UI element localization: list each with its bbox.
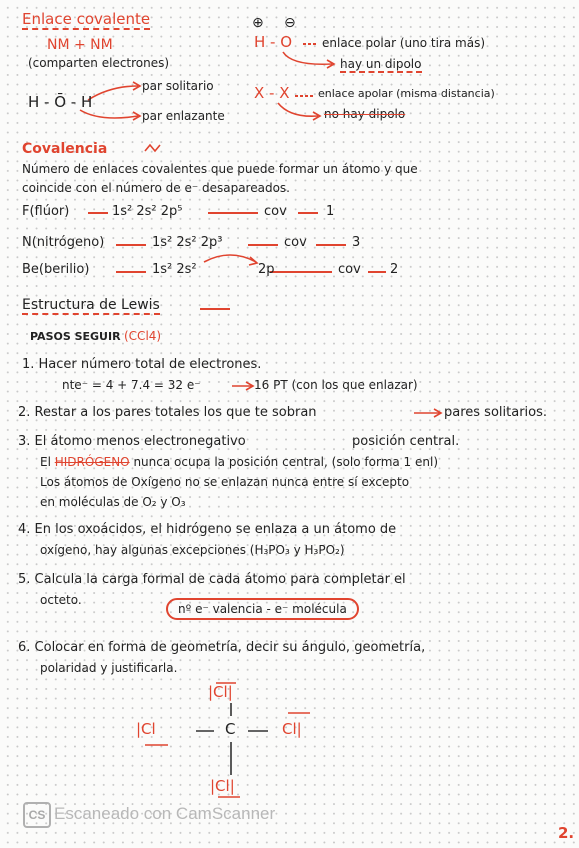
arrow-dipolo [283,52,332,64]
camscanner-watermark: Escaneado con CamScanner [54,804,276,823]
section-title-estructura-lewis: Estructura de Lewis [22,297,160,313]
arrow-no-dipolo [278,103,318,116]
arrow-par-enlazante [80,110,138,118]
step-6-line2: polaridad y justificarla. [40,661,178,675]
carga-formal-formula: nº e⁻ valencia - e⁻ molécula [166,598,359,620]
cov-value-fluor: 1 [326,204,335,219]
section-title-covalencia: Covalencia [22,141,108,157]
step-1: 1. Hacer número total de electrones. [22,357,262,372]
config-berilio: 1s² 2s² [152,262,197,277]
h-o-bond: H - O [254,33,293,51]
minus-charge-icon: ⊖ [284,15,296,31]
x-x-bond: X - X [254,84,290,102]
enlace-apolar-label: enlace apolar (misma distancia) [318,87,495,100]
plus-charge-icon: ⊕ [252,15,264,31]
step-3-line1: 3. El átomo menos electronegativo [18,434,246,449]
step-1-result: 16 PT (con los que enlazar) [254,378,418,392]
comparten-electrones: (comparten electrones) [28,56,170,70]
cov-value-nitrogeno: 3 [352,235,361,250]
covalencia-definition-line2: coincide con el número de e⁻ desapareados. [22,181,290,195]
hay-dipolo-label: hay un dipolo [340,57,422,71]
step-4-line1: 4. En los oxoácidos, el hidrógeno se enlaza a un átomo de [18,522,397,537]
step-3-line4: en moléculas de O₂ y O₃ [40,495,186,509]
step-1-calc: nte⁻ = 4 + 7.4 = 32 e⁻ [62,378,201,392]
cov-label-berilio: cov [338,262,361,277]
hidrogeno-highlight: HIDRÓGENO [54,455,130,469]
step-5-line2: octeto. [40,593,82,607]
section-title-enlace-covalente: Enlace covalente [22,10,151,28]
cov-value-berilio: 2 [390,262,399,277]
cov-label-nitrogeno: cov [284,235,307,250]
covalencia-definition-line1: Número de enlaces covalentes que puede formar un átomo y que [22,162,418,176]
step-5-line1: 5. Calcula la carga formal de cada átomo para completar el [18,572,406,587]
cl-atom-top: |Cl| [208,683,233,701]
enlace-polar-label: enlace polar (uno tira más) [322,36,486,50]
element-berilio: Be(berilio) [22,262,90,277]
step-3-line2: El HIDRÓGENO nunca ocupa la posición central, (solo forma 1 enl) [40,455,438,469]
no-hay-dipolo-label: no hay dipolo [324,107,406,121]
step-2-result: pares solitarios. [444,405,548,420]
arrow-promotion [204,255,256,262]
nm-nm-label: NM + NM [47,37,113,53]
step-4-line2: oxígeno, hay algunas excepciones (H₃PO₃ y H₃PO₂) [40,543,345,557]
arrow-par-solitario [88,86,138,100]
cl-atom-left: |Cl [136,720,156,738]
page-number: 2. [558,824,575,842]
camscanner-logo-icon: CS [23,802,51,828]
h-o-h-structure: H - Ō - H [28,93,93,111]
c-atom-center: C [225,720,236,738]
element-nitrogeno: N(nitrógeno) [22,235,105,250]
cl-atom-right: Cl| [282,720,302,738]
config-fluor: 1s² 2s² 2p⁵ [112,204,183,219]
element-fluor: F(flúor) [22,204,70,219]
config-berilio-2p: 2p [258,262,275,277]
cl-atom-bottom: |Cl| [210,777,235,795]
step-3-central: posición central. [352,434,460,449]
par-solitario-label: par solitario [142,79,214,93]
step-6-line1: 6. Colocar en forma de geometría, decir su ángulo, geometría, [18,640,426,655]
config-nitrogeno: 1s² 2s² 2p³ [152,235,223,250]
cov-label-fluor: cov [264,204,287,219]
step-3-line3: Los átomos de Oxígeno no se enlazan nunca entre sí excepto [40,475,410,489]
step-2: 2. Restar a los pares totales los que te sobran [18,405,317,420]
pasos-seguir-label: PASOS SEGUIR [30,330,121,343]
par-enlazante-label: par enlazante [142,109,225,123]
pasos-example: (CCl4) [124,329,162,343]
